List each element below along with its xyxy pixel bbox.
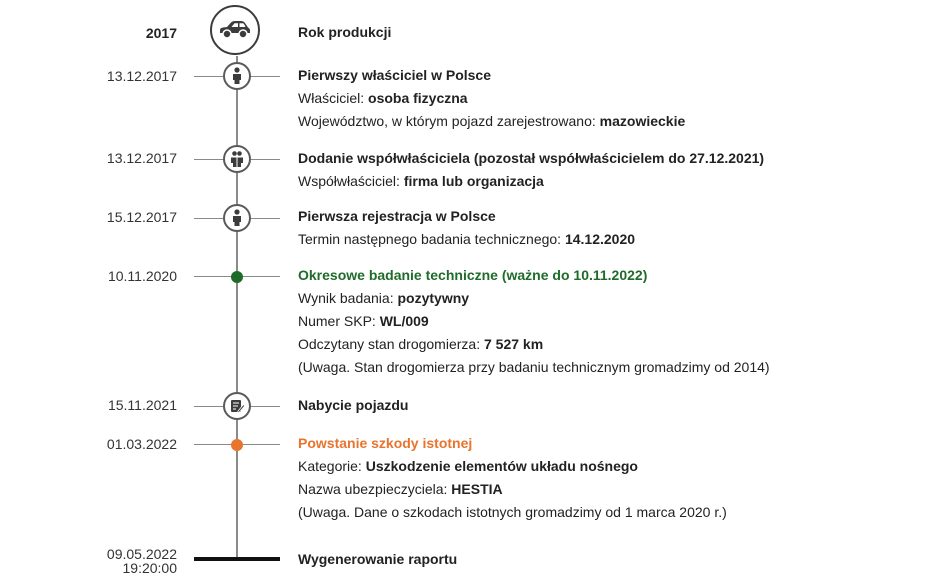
event-detail: Termin następnego badania technicznego: 14.12.2020	[298, 231, 636, 247]
event-entry	[298, 397, 408, 414]
event-entry	[298, 208, 635, 248]
event-title: Pierwszy właściciel w Polsce	[298, 67, 491, 83]
report-entry	[298, 551, 457, 568]
event-date: 10.11.2020	[107, 268, 177, 284]
event-title: Powstanie szkody istotnej	[298, 435, 473, 451]
event-note: (Uwaga. Stan drogomierza przy badaniu technicznym gromadzimy od 2014)	[298, 359, 770, 375]
event-detail: Nazwa ubezpieczyciela: HESTIA	[298, 481, 503, 497]
event-detail: Współwłaściciel: firma lub organizacja	[298, 173, 544, 189]
inspection-marker	[231, 271, 243, 283]
production-entry	[298, 24, 391, 41]
document-pen-icon	[223, 392, 251, 420]
event-date: 01.03.2022	[106, 436, 177, 452]
person-icon	[223, 62, 251, 90]
report-time: 19:20:00	[122, 560, 177, 576]
event-detail: Odczytany stan drogomierza: 7 527 km	[298, 336, 544, 352]
event-detail: Numer SKP: WL/009	[298, 313, 429, 329]
timeline-end-bar	[194, 557, 280, 561]
event-note: (Uwaga. Dane o szkodach istotnych gromadzimy od 1 marca 2020 r.)	[298, 504, 727, 520]
event-title: Nabycie pojazdu	[298, 397, 409, 413]
event-entry	[298, 267, 770, 376]
event-title: Pierwsza rejestracja w Polsce	[298, 208, 496, 224]
event-title: Dodanie współwłaściciela (pozostał współwłaścicielem do 27.12.2021)	[298, 150, 765, 166]
co-owner-icon	[223, 145, 251, 173]
event-entry	[298, 67, 685, 130]
event-date: 13.12.2017	[106, 150, 177, 166]
event-title: Okresowe badanie techniczne (ważne do 10.11.2022)	[298, 267, 648, 283]
report-date: 09.05.2022	[106, 546, 177, 562]
production-year: 2017	[145, 25, 177, 41]
event-detail: Województwo, w którym pojazd zarejestrowano: mazowieckie	[298, 113, 686, 129]
production-title: Rok produkcji	[298, 24, 392, 40]
event-detail: Wynik badania: pozytywny	[298, 290, 470, 306]
event-date: 15.12.2017	[106, 209, 177, 225]
event-date: 15.11.2021	[107, 397, 177, 413]
damage-marker	[231, 439, 243, 451]
person-icon	[223, 204, 251, 232]
event-entry	[298, 435, 727, 521]
car-icon	[210, 5, 260, 55]
event-detail: Właściciel: osoba fizyczna	[298, 90, 468, 106]
event-entry	[298, 150, 764, 190]
event-date: 13.12.2017	[106, 68, 177, 84]
report-title: Wygenerowanie raportu	[298, 551, 458, 567]
timeline-line	[236, 56, 238, 559]
event-detail: Kategorie: Uszkodzenie elementów układu nośnego	[298, 458, 638, 474]
